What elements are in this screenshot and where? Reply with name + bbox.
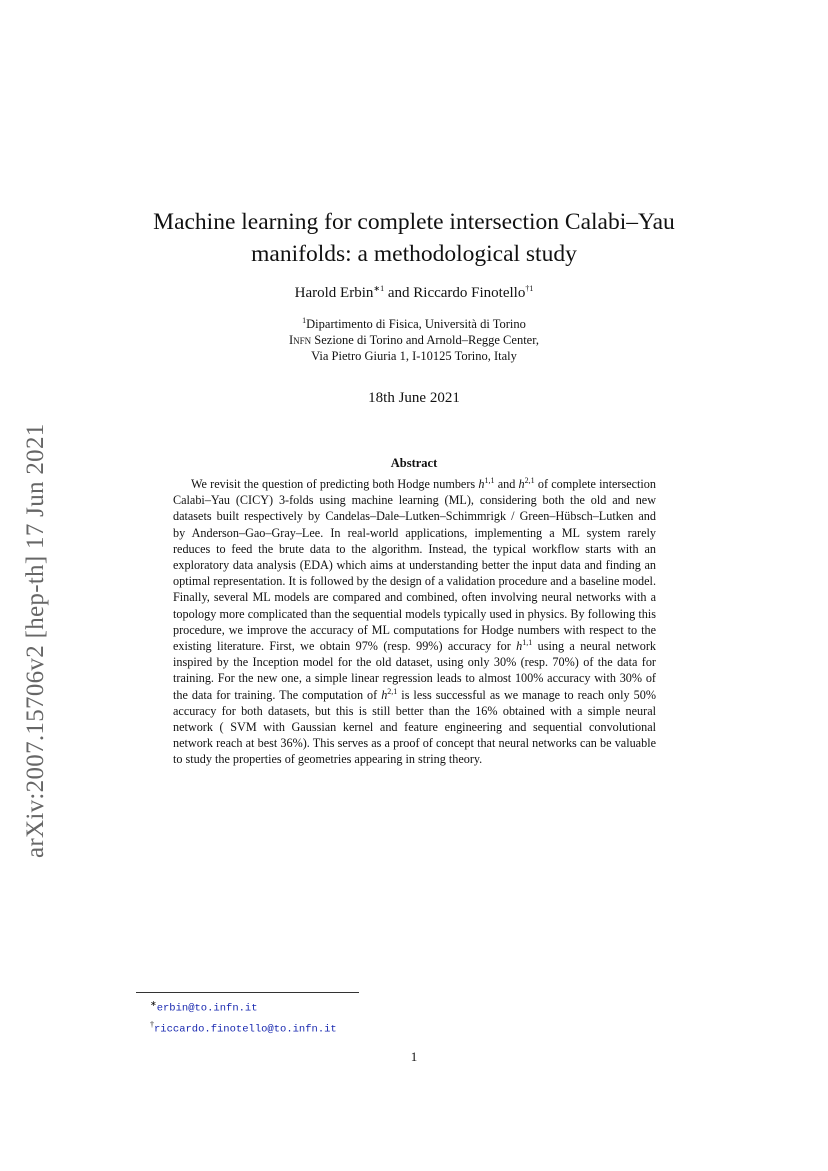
author-1-name: Harold Erbin <box>294 285 374 301</box>
affiliation-block <box>100 316 728 364</box>
abstract-heading: Abstract <box>390 456 438 470</box>
footnote-divider <box>136 992 359 993</box>
affiliation-mark: 1 <box>302 315 307 325</box>
affiliation-line-1 <box>100 316 728 332</box>
footnotes <box>150 996 337 1037</box>
affiliation-line-3: Via Pietro Giuria 1, I-10125 Torino, Italy <box>311 349 517 363</box>
author-2-name: Riccardo Finotello <box>413 285 526 301</box>
hodge-symbol: h <box>518 477 525 491</box>
infn-label: Infn <box>288 333 312 347</box>
footnote-1 <box>150 996 337 1017</box>
page-number: 1 <box>410 1049 418 1064</box>
title-line-1: Machine learning for complete intersection Calabi–Yau <box>153 209 675 235</box>
footnote-2 <box>150 1017 337 1038</box>
hodge-symbol: h <box>516 639 523 654</box>
arxiv-id-text: arXiv:2007.15706v2 [hep-th] 17 Jun 2021 <box>22 423 49 858</box>
email-link-1[interactable]: erbin@to.infn.it <box>156 1002 258 1015</box>
title-line-2: manifolds: a methodological study <box>251 241 577 267</box>
author-1-mark: ∗1 <box>373 284 385 293</box>
hodge-symbol: h <box>381 687 388 702</box>
hodge-symbol: h <box>478 477 485 491</box>
abstract-text: We revisit the question of predicting both Hodge numbers $h^{1,1}$ and $h^{2,1}$ of complete intersection Calabi–Yau (CICY) 3-folds using machine learning (ML), considering both the old and new datasets built respectively by Candelas–Dale–Lutken–Schimmrigk / Green–Hübsch–Lutken and by Anderson–Gao–Gray–Lee. In real-world applications, implementing a ML system rarely reduces to feed the brute data to the algorithm. Instead, the typical workflow starts with an exploratory data analysis (EDA) which aims at understanding better the input data and finding an optimal representation. It is followed by the design of a validation procedure and a baseline model. Finally, several ML models are compared and combined, often involving neural networks with a topology more complicated than the sequential models typically used in physics. By following this procedure, we improve the accuracy of ML computations for Hodge numbers with respect to the existing literature. First, we obtain 97% (resp. 99%) accuracy for $h^{1,1}$ using a neural network inspired by the Inception model for the old dataset, using only 30% (resp. 70%) of the data for training. For the new one, a simple linear regression leads to almost 100% accuracy with 30% of the data for training. The computation of $h^{2,1}$ is less successful as we manage to reach only 50% accuracy for both datasets, but this is still better than the 16% obtained with a simple neural network ( SVM with Gaussian kernel and feature engineering and sequential convolutional network reach at best 36%). This serves as a proof of concept that neural networks can be valuable to study the properties of geometries appearing in string theory. <box>173 475 656 767</box>
affiliation-text-2: Sezione di Torino and Arnold–Regge Center, <box>311 333 540 347</box>
author-2-mark: †1 <box>525 284 534 293</box>
email-link-2[interactable]: riccardo.finotello@to.infn.it <box>154 1023 337 1035</box>
footnote-2-mark: † <box>150 1019 154 1029</box>
arxiv-identifier-stamp <box>15 380 75 860</box>
footnote-1-mark: ∗ <box>150 999 157 1008</box>
author-join: and <box>384 285 414 301</box>
author-list <box>100 285 728 302</box>
affiliation-text-1: Dipartimento di Fisica, Università di Torino <box>306 317 526 331</box>
affiliation-line-2 <box>100 332 728 348</box>
paper-date: 18th June 2021 <box>368 390 460 406</box>
paper-title <box>100 206 728 270</box>
